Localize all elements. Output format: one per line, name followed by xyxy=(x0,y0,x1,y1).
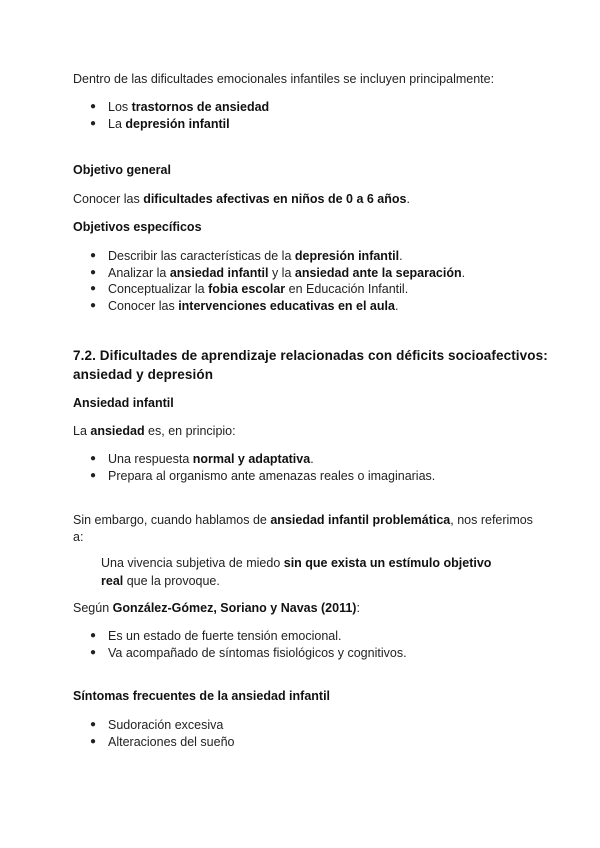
bullet-icon: ● xyxy=(90,646,97,658)
bullet-icon: ● xyxy=(90,299,97,311)
citation-list xyxy=(90,628,407,661)
ansiedad-lead: La ansiedad es, en principio: xyxy=(73,424,236,438)
section-title: 7.2. Dificultades de aprendizaje relacionadas con déficits socioafectivos: ansiedad y depresión xyxy=(73,348,548,382)
bullet-icon: ● xyxy=(90,250,97,261)
list-item: ● La depresión infantil xyxy=(90,116,230,131)
list-item: ● Analizar la ansiedad infantil y la ansiedad ante la separación. xyxy=(90,265,466,280)
objetivo-general-text: Conocer las dificultades afectivas en niños de 0 a 6 años. xyxy=(73,192,410,206)
ansiedad-infantil-heading: Ansiedad infantil xyxy=(73,396,174,410)
list-item: ● Sudoración excesiva xyxy=(90,718,224,732)
bullet-icon: ● xyxy=(90,719,97,730)
list-item: ● Conceptualizar la fobia escolar en Educación Infantil. xyxy=(90,282,409,296)
list-item: ● Describir las características de la depresión infantil. xyxy=(90,249,403,263)
list-item: ● Es un estado de fuerte tensión emocional. xyxy=(90,629,342,643)
sintomas-heading: Síntomas frecuentes de la ansiedad infantil xyxy=(73,689,331,703)
objetivo-general-heading: Objetivo general xyxy=(73,163,171,177)
bullet-icon: ● xyxy=(90,266,97,278)
bullet-icon: ● xyxy=(90,101,97,112)
problematica-paragraph: Sin embargo, cuando hablamos de ansiedad infantil problemática, nos referimos xyxy=(73,513,533,527)
citation-paragraph: Según González-Gómez, Soriano y Navas (2011): xyxy=(73,601,360,615)
bullet-icon: ● xyxy=(90,117,97,129)
objetivos-especificos-list xyxy=(90,248,465,314)
bullet-icon: ● xyxy=(90,469,97,481)
list-item: ● Los trastornos de ansiedad xyxy=(90,100,270,114)
problematica-paragraph-cont: a: xyxy=(73,530,84,544)
list-item: ● Conocer las intervenciones educativas en el aula. xyxy=(90,298,399,313)
list-item: ● Va acompañado de síntomas fisiológicos y cognitivos. xyxy=(90,645,407,660)
ansiedad-list xyxy=(90,451,435,484)
list-item: ● Prepara al organismo ante amenazas reales o imaginarias. xyxy=(90,468,436,483)
bullet-icon: ● xyxy=(90,453,97,464)
sintomas-list xyxy=(90,717,234,750)
intro-list xyxy=(90,99,269,132)
bullet-icon: ● xyxy=(90,630,97,641)
objetivos-especificos-heading: Objetivos específicos xyxy=(73,220,202,234)
bullet-icon: ● xyxy=(90,735,97,747)
definition-quote: Una vivencia subjetiva de miedo sin que exista un estímulo objetivo real que la provoque. xyxy=(101,556,492,588)
bullet-icon: ● xyxy=(90,283,97,294)
list-item: ● Una respuesta normal y adaptativa. xyxy=(90,452,314,466)
list-item: ● Alteraciones del sueño xyxy=(90,734,235,749)
intro-paragraph: Dentro de las dificultades emocionales infantiles se incluyen principalmente: xyxy=(73,72,495,86)
